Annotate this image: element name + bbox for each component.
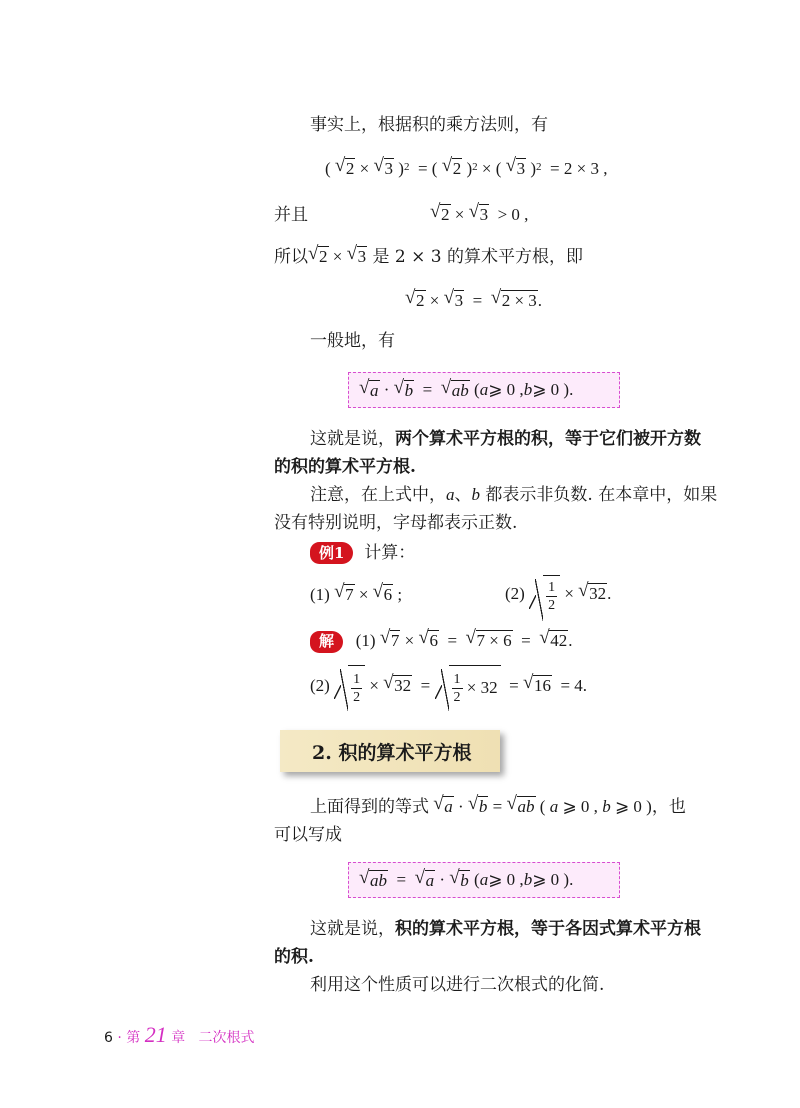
solution-badge: 解 <box>310 631 343 653</box>
paragraph-intro: 事实上，根据积的乘方法则，有 <box>310 115 548 135</box>
page-number: 6 <box>104 1030 113 1046</box>
example-header <box>310 542 415 564</box>
solution-line-1: 解 (1) √ 7 × √ 6 = √ 7 × 6 = √ 42. <box>310 630 572 653</box>
label-and: 并且 <box>274 205 308 225</box>
paragraph-restated-cont: 可以写成 <box>274 825 342 845</box>
chapter-title: 二次根式 <box>198 1030 255 1046</box>
example-label: 计算： <box>364 543 416 563</box>
paragraph-meaning-2: 这就是说，积的算术平方根，等于各因式算术平方根 <box>310 919 701 939</box>
solution-line-2: (2) $\frac{1}{2}$ × √ 32 = $\frac{1}{2}$ × 32 = √ 16 = 4. <box>310 664 587 710</box>
paragraph-meaning-1: 这就是说，两个算术平方根的积，等于它们被开方数 <box>310 429 701 449</box>
example-badge: 例1 <box>310 542 353 564</box>
paragraph-note: 注意，在上式中，a、b 都表示非负数. 在本章中，如果 <box>310 485 718 505</box>
paragraph-so: 所以√ 2 × √ 3 是 2 × 3 的算术平方根，即 <box>274 246 583 268</box>
paragraph-meaning-1-cont: 的积的算术平方根. <box>274 457 416 477</box>
paragraph-simplify: 利用这个性质可以进行二次根式的化简. <box>310 975 605 995</box>
paragraph-note-cont: 没有特别说明，字母都表示正数. <box>274 513 518 533</box>
paragraph-meaning-2-cont: 的积. <box>274 947 314 967</box>
formula-box-root-of-product: √ ab = √ a · √ b ( a ⩾ 0 , b ⩾ 0 ). <box>348 862 620 898</box>
equation-product-root: √ 2 × √ 3 = √ 2 × 3. <box>405 290 542 312</box>
paragraph-restated: 上面得到的等式 √ a · √ b = √ ab ( a ⩾ 0 , b ⩾ 0 )，也 <box>310 796 686 818</box>
chapter-number: 21 <box>144 1022 167 1047</box>
example-item-1: (1) √ 7 × √ 6 ; <box>310 584 402 606</box>
equation-positive: √ 2 × √ 3 > 0 , <box>430 204 528 226</box>
example-item-2: (2) $\frac{1}{2}$ × √ 32. <box>505 574 611 616</box>
section-heading: 2. 积的算术平方根 <box>280 730 500 772</box>
formula-box-product-rule: √ a · √ b = √ ab ( a ⩾ 0 , b ⩾ 0 ). <box>348 372 620 408</box>
page-footer: 6 · 第 21 章 二次根式 <box>104 1022 255 1047</box>
paragraph-generally: 一般地，有 <box>310 331 395 351</box>
equation-power-rule: ( √ 2 × √ 3 )$^2$ = ( √ 2 )$^2$ × ( √ 3 )$^2$ = 2 × 3 , <box>325 158 607 180</box>
